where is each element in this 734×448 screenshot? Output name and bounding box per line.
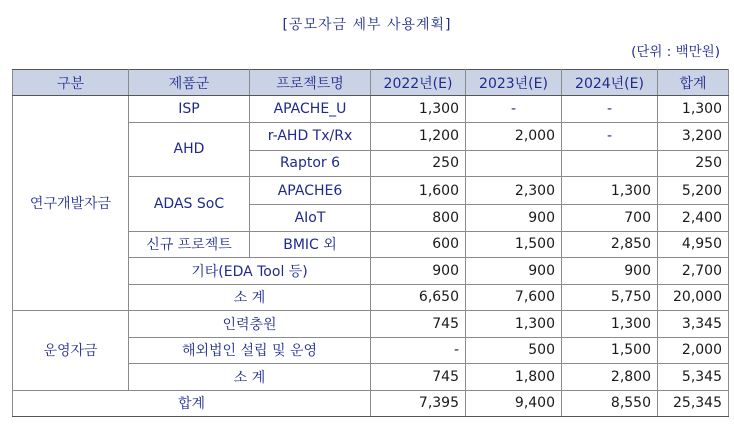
cell-value: 250 [658, 150, 729, 177]
cell-value: 1,300 [562, 311, 658, 338]
cell-value: 700 [562, 205, 658, 232]
cell-value: - [562, 96, 658, 123]
product-labor: 인력충원 [129, 311, 371, 338]
product-etc: 기타(EDA Tool 등) [129, 258, 371, 285]
cell-value [562, 150, 658, 177]
cell-value: 20,000 [658, 284, 729, 311]
col-header-product: 제품군 [129, 70, 250, 96]
col-header-2023: 2023년(E) [466, 70, 562, 96]
col-header-total: 합계 [658, 70, 729, 96]
cell-value: 3,345 [658, 311, 729, 338]
cell-value: 2,300 [466, 177, 562, 205]
project-apache-u: APACHE_U [250, 96, 371, 123]
cell-value: 900 [466, 205, 562, 232]
cell-value: 6,650 [371, 284, 466, 311]
total-label: 합계 [13, 390, 371, 417]
cell-value: 800 [371, 205, 466, 232]
cell-value: 2,700 [658, 258, 729, 285]
product-ahd: AHD [129, 122, 250, 177]
cell-value: 3,200 [658, 122, 729, 150]
project-bmic: BMIC 외 [250, 231, 371, 258]
cell-value: 1,300 [562, 177, 658, 205]
cell-value: 1,600 [371, 177, 466, 205]
cell-value: 9,400 [466, 390, 562, 417]
cell-value: 1,300 [466, 311, 562, 338]
cell-value [466, 150, 562, 177]
table-row [13, 96, 729, 123]
cell-value: 1,200 [371, 122, 466, 150]
cell-value: 745 [371, 311, 466, 338]
cell-value: 900 [562, 258, 658, 285]
cell-value: 5,750 [562, 284, 658, 311]
table-title: [공모자금 세부 사용계획] [282, 17, 452, 33]
table-row [13, 311, 729, 338]
cell-value: 1,800 [466, 364, 562, 391]
col-header-2024: 2024년(E) [562, 70, 658, 96]
fund-usage-table [12, 69, 729, 417]
product-adas: ADAS SoC [129, 177, 250, 232]
cell-value: 2,000 [466, 122, 562, 150]
cell-value: - [371, 337, 466, 364]
cell-value: 900 [371, 258, 466, 285]
section-rnd: 연구개발자금 [13, 96, 129, 311]
cell-value: 2,400 [658, 205, 729, 232]
cell-value: 500 [466, 337, 562, 364]
cell-value: - [562, 122, 658, 150]
col-header-project: 프로젝트명 [250, 70, 371, 96]
cell-value: 8,550 [562, 390, 658, 417]
cell-value: 1,300 [658, 96, 729, 123]
cell-value: 1,500 [562, 337, 658, 364]
cell-value: 5,200 [658, 177, 729, 205]
cell-value: 25,345 [658, 390, 729, 417]
cell-value: 4,950 [658, 231, 729, 258]
project-aiot: AIoT [250, 205, 371, 232]
cell-value: 5,345 [658, 364, 729, 391]
project-rahd: r-AHD Tx/Rx [250, 122, 371, 150]
rnd-subtotal-label: 소 계 [129, 284, 371, 311]
project-apache6: APACHE6 [250, 177, 371, 205]
cell-value: 2,000 [658, 337, 729, 364]
cell-value: 745 [371, 364, 466, 391]
product-isp: ISP [129, 96, 250, 123]
project-raptor: Raptor 6 [250, 150, 371, 177]
cell-value: 1,500 [466, 231, 562, 258]
cell-value: - [466, 96, 562, 123]
unit-label: (단위 : 백만원) [631, 44, 720, 60]
col-header-category: 구분 [13, 70, 129, 96]
cell-value: 2,800 [562, 364, 658, 391]
cell-value: 1,300 [371, 96, 466, 123]
ops-subtotal-label: 소 계 [129, 364, 371, 391]
cell-value: 2,850 [562, 231, 658, 258]
cell-value: 250 [371, 150, 466, 177]
cell-value: 900 [466, 258, 562, 285]
cell-value: 7,395 [371, 390, 466, 417]
table-row [13, 390, 729, 417]
header-row [13, 70, 729, 96]
section-ops: 운영자금 [13, 311, 129, 391]
product-overseas: 해외법인 설립 및 운영 [129, 337, 371, 364]
cell-value: 600 [371, 231, 466, 258]
cell-value: 7,600 [466, 284, 562, 311]
product-new: 신규 프로젝트 [129, 231, 250, 258]
col-header-2022: 2022년(E) [371, 70, 466, 96]
